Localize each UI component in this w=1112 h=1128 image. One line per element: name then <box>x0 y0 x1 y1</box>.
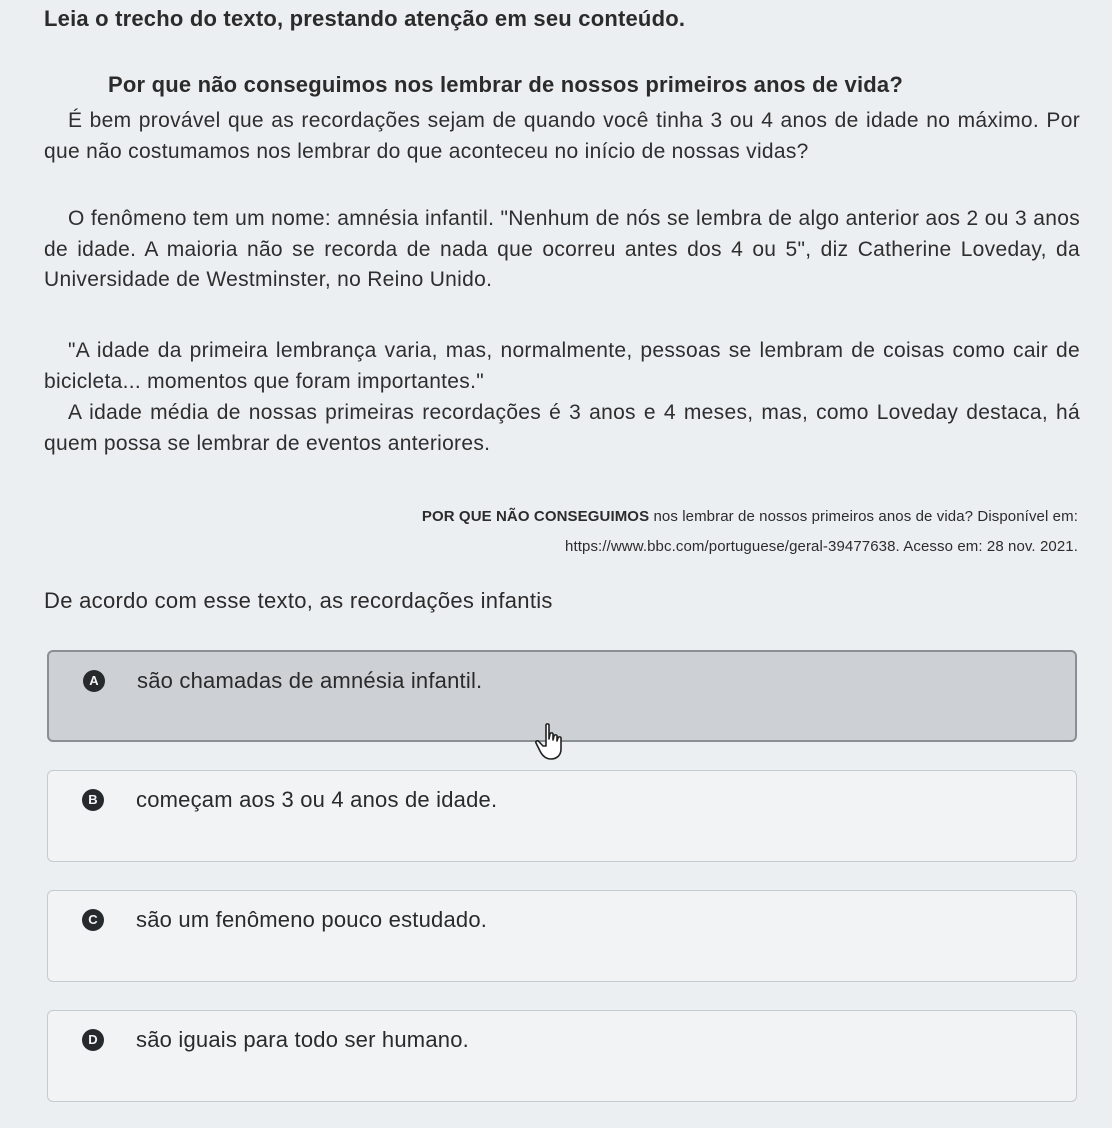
article-paragraph-4: A idade média de nossas primeiras recordações é 3 anos e 4 meses, mas, como Loveday destaca, há quem possa se lembrar de eventos anteriores. <box>44 401 1080 455</box>
option-b[interactable] <box>47 770 1077 862</box>
source-line-1 <box>150 502 1078 532</box>
question-stem: De acordo com esse texto, as recordações infantis <box>44 588 553 613</box>
option-b-letter-badge: B <box>82 789 104 811</box>
article-paragraph-2: O fenômeno tem um nome: amnésia infantil. "Nenhum de nós se lembra de algo anterior aos 2 ou 3 anos de idade. A maioria não se recorda de nada que ocorreu antes dos 4 ou 5", diz Catherine Loveday, da Universidade de Westminster, no Reino Unido. <box>44 207 1080 291</box>
source-lead: POR QUE NÃO CONSEGUIMOS <box>421 508 650 525</box>
hand-pointer-cursor-icon <box>534 722 568 762</box>
source-rest: nos lembrar de nossos primeiros anos de vida? Disponível em: <box>649 508 1078 525</box>
article-title: Por que não conseguimos nos lembrar de nossos primeiros anos de vida? <box>108 72 903 97</box>
option-b-text: começam aos 3 ou 4 anos de idade. <box>136 787 498 812</box>
source-url-line: https://www.bbc.com/portuguese/geral-39477638. Acesso em: 28 nov. 2021. <box>565 538 1078 555</box>
article-paragraph-3: "A idade da primeira lembrança varia, mas, normalmente, pessoas se lembram de coisas como cair de bicicleta... momentos que foram importantes." <box>44 339 1080 393</box>
option-c[interactable] <box>47 890 1077 982</box>
option-d-text: são iguais para todo ser humano. <box>136 1027 469 1052</box>
source-citation <box>150 502 1078 562</box>
instruction-text: Leia o trecho do texto, prestando atenção em seu conteúdo. <box>44 6 686 31</box>
option-d[interactable] <box>47 1010 1077 1102</box>
option-c-text: são um fenômeno pouco estudado. <box>136 907 488 932</box>
option-c-letter-badge: C <box>82 909 104 931</box>
option-d-letter-badge: D <box>82 1029 104 1051</box>
article-paragraph-1: É bem provável que as recordações sejam de quando você tinha 3 ou 4 anos de idade no máximo. Por que não costumamos nos lembrar do que aconteceu no início de nossas vidas? <box>44 109 1080 163</box>
option-a-text: são chamadas de amnésia infantil. <box>137 668 483 693</box>
option-a-letter-badge: A <box>83 670 105 692</box>
